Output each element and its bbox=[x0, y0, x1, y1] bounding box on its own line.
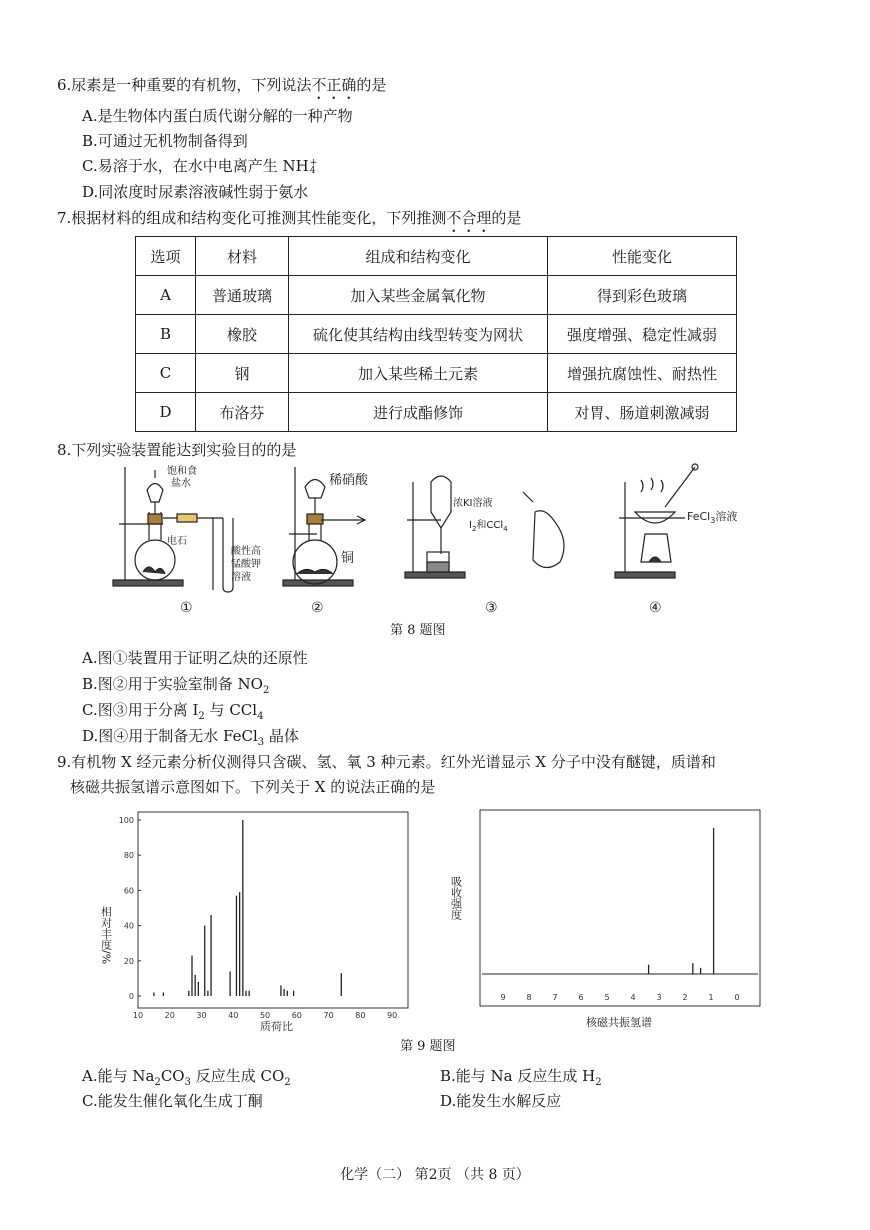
q9-option-d: D.能发生水解反应 bbox=[440, 1092, 562, 1110]
q9-option-a-text: A.能与 Na bbox=[82, 1067, 155, 1085]
q8-option-d-tail: 晶体 bbox=[264, 727, 299, 745]
table-header-row bbox=[136, 237, 737, 276]
sub: 2 bbox=[284, 1077, 291, 1088]
q9-option-c: C.能发生催化氧化生成丁酮 bbox=[82, 1092, 263, 1110]
table-cell: B bbox=[136, 315, 196, 354]
nmr-chart bbox=[450, 806, 770, 1036]
nmr-xtick-label: 3 bbox=[656, 993, 662, 1002]
q9-option-b bbox=[440, 1066, 602, 1093]
table-header: 性能变化 bbox=[548, 237, 737, 276]
ms-xlabel: 质荷比 bbox=[260, 1020, 293, 1033]
fig-num-4: ④ bbox=[649, 600, 662, 616]
f3-label-i2: I bbox=[469, 520, 472, 531]
q9-option-b-text: B.能与 Na 反应生成 H bbox=[440, 1067, 596, 1085]
ms-ytick-label: 0 bbox=[128, 992, 134, 1001]
sub: 2 bbox=[595, 1077, 602, 1088]
sub: 2 bbox=[154, 1077, 161, 1088]
q8-option-b-text: B.图②用于实验室制备 NO bbox=[82, 675, 263, 693]
f4-label-fecl: FeCl bbox=[687, 510, 711, 523]
table-header: 选项 bbox=[136, 237, 196, 276]
table-cell: A bbox=[136, 276, 196, 315]
ms-ytick-label: 20 bbox=[123, 956, 134, 966]
nmr-xtick-label: 5 bbox=[604, 993, 610, 1002]
ms-ylabel: 相对丰度/% bbox=[100, 906, 113, 965]
table-cell: 对胃、肠道刺激减弱 bbox=[548, 393, 737, 432]
ms-xtick-label: 40 bbox=[228, 1011, 239, 1020]
f2-label-acid: 稀硝酸 bbox=[329, 473, 369, 488]
ms-ytick-label: 80 bbox=[123, 851, 134, 861]
f1-label-sol2: 锰酸钾 bbox=[231, 559, 261, 570]
f1-label-top2: 盐水 bbox=[171, 478, 191, 489]
q6-stem-emph: 不正确 bbox=[311, 76, 357, 94]
q9-option-a bbox=[82, 1066, 291, 1093]
table-cell: D bbox=[136, 393, 196, 432]
table-cell: C bbox=[136, 354, 196, 393]
ms-ytick-label: 60 bbox=[123, 886, 134, 896]
sub: 2 bbox=[198, 711, 205, 722]
q9-option-a-mid2: 反应生成 CO bbox=[190, 1067, 285, 1085]
q6-option-d: D.同浓度时尿素溶液碱性弱于氨水 bbox=[82, 183, 309, 201]
table-cell: 加入某些稀土元素 bbox=[289, 354, 548, 393]
table-row bbox=[136, 315, 737, 354]
q8-option-c-text: C.图③用于分离 I bbox=[82, 701, 199, 719]
table-cell: 硫化使其结构由线型转变为网状 bbox=[289, 315, 548, 354]
table-cell: 加入某些金属氧化物 bbox=[289, 276, 548, 315]
fig-num-2: ② bbox=[311, 600, 324, 616]
fig-num-1: ① bbox=[180, 600, 193, 616]
ms-xtick-label: 10 bbox=[132, 1011, 144, 1020]
nmr-xtick-label: 8 bbox=[526, 993, 532, 1002]
q6-stem bbox=[57, 75, 386, 103]
nmr-xtick-label: 4 bbox=[630, 993, 636, 1002]
apparatus-4 bbox=[615, 464, 698, 578]
f1-label-top: 饱和食 bbox=[167, 466, 197, 477]
q9-stem-line2: 核磁共振氢谱示意图如下。下列关于 X 的说法正确的是 bbox=[70, 778, 436, 796]
ms-xtick-label: 50 bbox=[259, 1011, 271, 1020]
ms-xtick-label: 90 bbox=[387, 1011, 398, 1020]
q6-option-c-text: C.易溶于水，在水中电离产生 NH bbox=[82, 157, 309, 175]
q8-option-c bbox=[82, 700, 263, 727]
table-cell: 布洛芬 bbox=[196, 393, 289, 432]
ms-xtick-label: 70 bbox=[323, 1011, 334, 1020]
sub: 3 bbox=[184, 1077, 191, 1088]
table-header: 组成和结构变化 bbox=[289, 237, 548, 276]
q8-caption: 第 8 题图 bbox=[390, 623, 446, 638]
q9-stem-line1: 9.有机物 X 经元素分析仪测得只含碳、氢、氧 3 种元素。红外光谱显示 X 分子中没有醚键，质谱和 bbox=[57, 753, 716, 771]
nmr-xtick-label: 7 bbox=[552, 993, 558, 1002]
q9-option-a-mid: CO bbox=[160, 1067, 185, 1085]
q7-table bbox=[135, 236, 737, 432]
ms-xtick-label: 80 bbox=[355, 1011, 366, 1020]
table-cell: 进行成酯修饰 bbox=[289, 393, 548, 432]
table-cell: 增强抗腐蚀性、耐热性 bbox=[548, 354, 737, 393]
q9-caption: 第 9 题图 bbox=[400, 1039, 456, 1054]
q6-option-a: A.是生物体内蛋白质代谢分解的一种产物 bbox=[82, 107, 353, 125]
table-cell: 强度增强、稳定性减弱 bbox=[548, 315, 737, 354]
nmr-xtick-label: 2 bbox=[682, 993, 688, 1002]
sub: 4 bbox=[257, 711, 264, 722]
sub: 3 bbox=[257, 737, 265, 748]
ms-xtick-label: 30 bbox=[196, 1011, 207, 1020]
f3-label-i2b: 和CCl bbox=[476, 520, 504, 531]
q8-apparatus-figure bbox=[105, 462, 755, 622]
table-row bbox=[136, 354, 737, 393]
q6-option-b: B.可通过无机物制备得到 bbox=[82, 132, 248, 150]
q7-stem-emph: 不合理 bbox=[446, 209, 492, 227]
q7-stem-a: 7.根据材料的组成和结构变化可推测其性能变化，下列推测 bbox=[57, 209, 447, 227]
f1-label-sol3: 溶液 bbox=[231, 572, 251, 583]
q7-stem-b: 的是 bbox=[491, 209, 522, 227]
table-cell: 普通玻璃 bbox=[196, 276, 289, 315]
f2-label-cu: 铜 bbox=[341, 551, 355, 566]
q8-option-b bbox=[82, 674, 269, 701]
nmr-ylabel: 吸收强度 bbox=[450, 876, 463, 920]
nmr-frame bbox=[480, 810, 760, 1006]
fig-num-3: ③ bbox=[485, 600, 498, 616]
ms-xtick-label: 60 bbox=[291, 1011, 302, 1020]
f3-label-ki: 浓KI溶液 bbox=[453, 498, 493, 509]
q6-stem-b: 的是 bbox=[356, 76, 387, 94]
q8-stem: 8.下列实验装置能达到实验目的的是 bbox=[57, 441, 297, 459]
nh4-sup: + bbox=[309, 158, 318, 168]
svg-text:FeCl3溶液: FeCl$_3$溶液 bbox=[687, 510, 738, 525]
q7-stem bbox=[57, 208, 521, 236]
ms-ytick-label: 100 bbox=[118, 816, 134, 825]
q6-option-c bbox=[82, 156, 317, 176]
ms-ytick-label: 40 bbox=[123, 921, 134, 931]
ms-frame bbox=[138, 812, 408, 1008]
nmr-xtick-label: 9 bbox=[500, 993, 506, 1002]
svg-text:I2和CCl4: $I_2$和CCl$_4$ bbox=[469, 520, 508, 533]
ms-xtick-label: 20 bbox=[164, 1011, 175, 1020]
table-header: 材料 bbox=[196, 237, 289, 276]
q8-option-c-mid: 与 CCl bbox=[204, 701, 258, 719]
f1-label-stone: 电石 bbox=[167, 536, 187, 547]
q8-option-d-text: D.图④用于制备无水 FeCl bbox=[82, 727, 258, 745]
f1-label-sol: 酸性高 bbox=[231, 546, 261, 557]
table-row bbox=[136, 276, 737, 315]
sub: 2 bbox=[262, 685, 270, 696]
nh4-sub: 4 bbox=[309, 166, 316, 176]
nmr-xtick-label: 1 bbox=[708, 993, 714, 1002]
q8-option-a: A.图①装置用于证明乙炔的还原性 bbox=[82, 649, 308, 667]
nmr-xtick-label: 0 bbox=[734, 993, 740, 1002]
table-row bbox=[136, 393, 737, 432]
table-cell: 钢 bbox=[196, 354, 289, 393]
table-cell: 得到彩色玻璃 bbox=[548, 276, 737, 315]
q8-option-d bbox=[82, 726, 299, 753]
mass-spectrum-chart bbox=[100, 806, 420, 1036]
page-footer: 化学（二） 第2页 （共 8 页） bbox=[340, 1167, 530, 1183]
q6-stem-a: 6.尿素是一种重要的有机物，下列说法 bbox=[57, 76, 312, 94]
f4-label-fecl2: 溶液 bbox=[715, 510, 738, 523]
nmr-xlabel: 核磁共振氢谱 bbox=[586, 1016, 652, 1029]
table-cell: 橡胶 bbox=[196, 315, 289, 354]
nmr-xtick-label: 6 bbox=[578, 993, 584, 1002]
